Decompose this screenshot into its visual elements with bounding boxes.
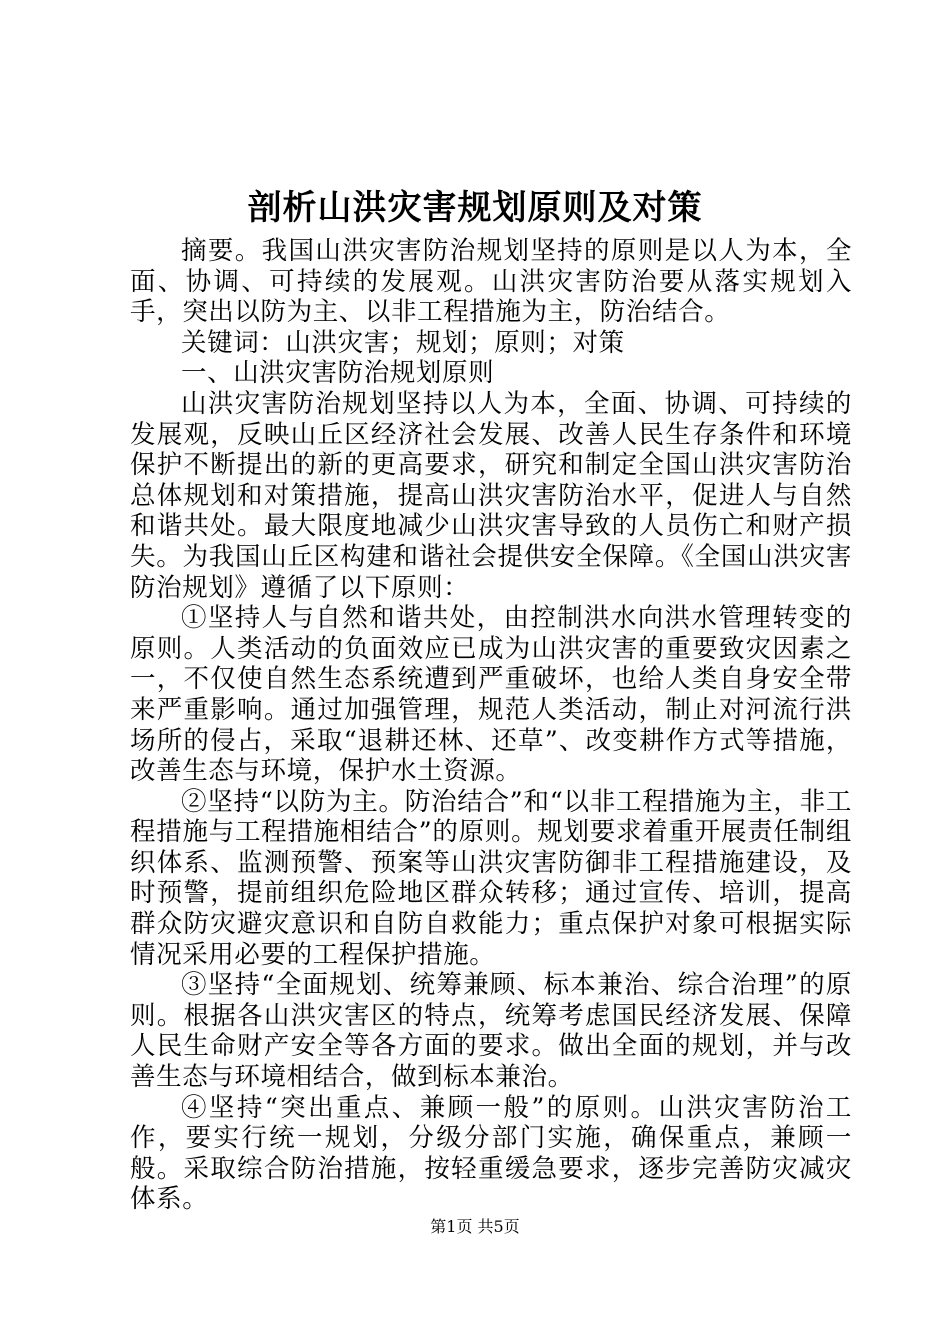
principle-3-paragraph: ③坚持“全面规划、统筹兼顾、标本兼治、综合治理”的原则。根据各山洪灾害区的特点，统筹考虑国民经济发展、保障人民生命财产安全等各方面的要求。做出全面的规划，并与改善生态与环境相结合，做到标本兼治。 — [130, 970, 852, 1093]
principle-1-paragraph: ①坚持人与自然和谐共处，由控制洪水向洪水管理转变的原则。人类活动的负面效应已成为山洪灾害的重要致灾因素之一，不仅使自然生态系统遭到严重破坏，也给人类自身安全带来严重影响。通过加强管理，规范人类活动，制止对河流行洪场所的侵占，采取“退耕还林、还草”、改变耕作方式等措施，改善生态与环境，保护水土资源。 — [130, 603, 852, 787]
document-title: 剖析山洪灾害规划原则及对策 — [247, 188, 703, 228]
abstract-paragraph: 摘要。我国山洪灾害防治规划坚持的原则是以人为本，全面、协调、可持续的发展观。山洪灾害防治要从落实规划入手，突出以防为主、以非工程措施为主，防治结合。 — [130, 236, 852, 328]
section-heading: 一、山洪灾害防治规划原则 — [181, 358, 495, 389]
principle-4-paragraph: ④坚持“突出重点、兼顾一般”的原则。山洪灾害防治工作，要实行统一规划，分级分部门实施，确保重点，兼顾一般。采取综合防治措施，按轻重缓急要求，逐步完善防灾减灾体系。 — [130, 1092, 852, 1215]
page-footer: 第1页 共5页 — [430, 1217, 520, 1236]
document-body — [130, 236, 852, 1215]
principle-2-paragraph: ②坚持“以防为主。防治结合”和“以非工程措施为主，非工程措施与工程措施相结合”的原则。规划要求着重开展责任制组织体系、监测预警、预案等山洪灾害防御非工程措施建设，及时预警，提前组织危险地区群众转移；通过宣传、培训，提高群众防灾避灾意识和自防自救能力；重点保护对象可根据实际情况采用必要的工程保护措施。 — [130, 786, 852, 970]
body-paragraph: 山洪灾害防治规划坚持以人为本，全面、协调、可持续的发展观，反映山丘区经济社会发展、改善人民生存条件和环境保护不断提出的新的更高要求，研究和制定全国山洪灾害防治总体规划和对策措施，提高山洪灾害防治水平，促进人与自然和谐共处。最大限度地减少山洪灾害导致的人员伤亡和财产损失。为我国山丘区构建和谐社会提供安全保障。《全国山洪灾害防治规划》遵循了以下原则： — [130, 388, 852, 603]
keywords-line: 关键词：山洪灾害；规划；原则；对策 — [181, 327, 625, 358]
